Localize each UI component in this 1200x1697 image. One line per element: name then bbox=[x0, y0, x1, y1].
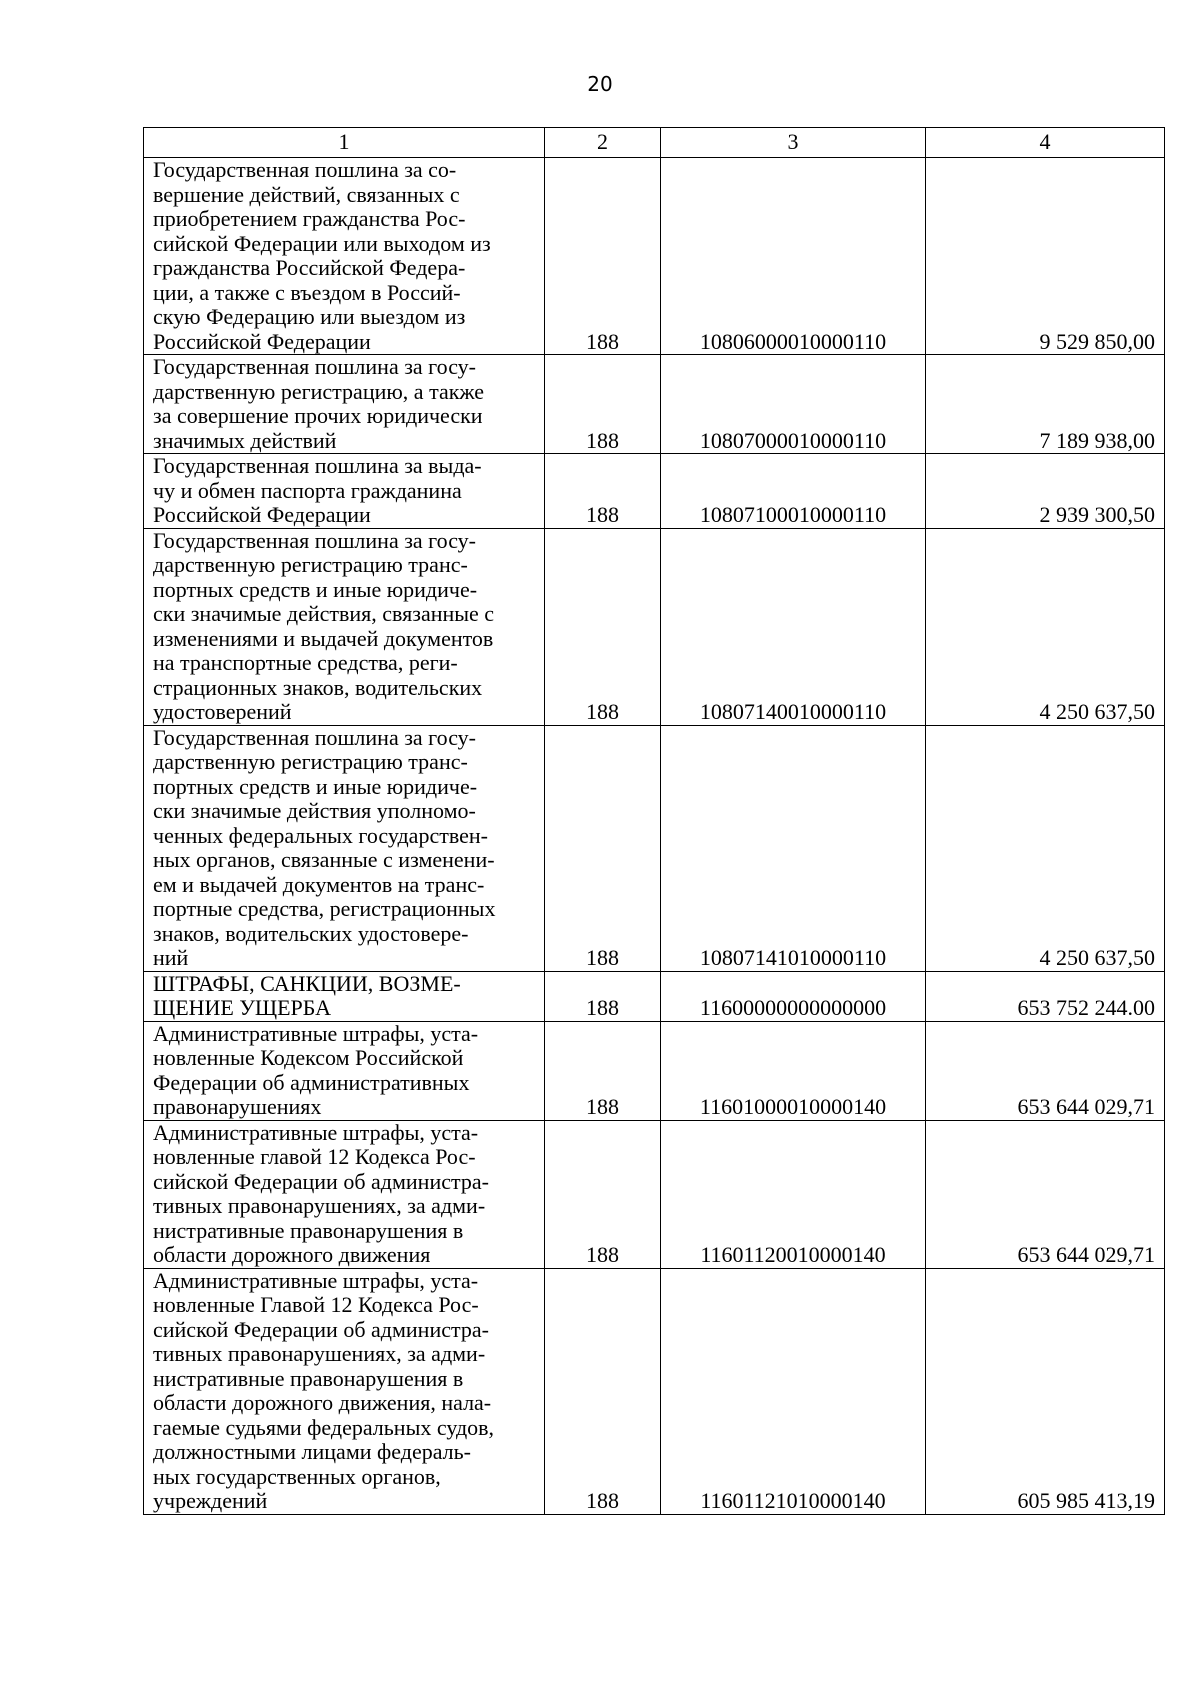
column-header-4: 4 bbox=[926, 128, 1165, 158]
row-amount-cell: 4 250 637,50 bbox=[926, 528, 1165, 725]
row-amount-cell: 4 250 637,50 bbox=[926, 725, 1165, 971]
row-admin-code-cell: 188 bbox=[545, 725, 661, 971]
page-number: 20 bbox=[587, 72, 613, 96]
row-admin-code-cell: 188 bbox=[545, 1021, 661, 1120]
row-budget-code-cell: 11601120010000140 bbox=[661, 1120, 926, 1268]
table-row bbox=[144, 1021, 1165, 1120]
row-amount-cell: 9 529 850,00 bbox=[926, 158, 1165, 355]
row-amount-cell: 653 752 244.00 bbox=[926, 971, 1165, 1021]
table-row bbox=[144, 454, 1165, 529]
row-admin-code-cell: 188 bbox=[545, 1268, 661, 1514]
table-row bbox=[144, 1120, 1165, 1268]
row-admin-code-cell: 188 bbox=[545, 528, 661, 725]
row-admin-code-cell: 188 bbox=[545, 158, 661, 355]
row-budget-code-cell: 10807141010000110 bbox=[661, 725, 926, 971]
row-amount-cell: 653 644 029,71 bbox=[926, 1021, 1165, 1120]
row-admin-code-cell: 188 bbox=[545, 355, 661, 454]
table-row bbox=[144, 355, 1165, 454]
budget-table bbox=[143, 127, 1165, 1515]
row-budget-code-cell: 11601121010000140 bbox=[661, 1268, 926, 1514]
row-budget-code-cell: 10807000010000110 bbox=[661, 355, 926, 454]
table-row bbox=[144, 158, 1165, 355]
row-admin-code-cell: 188 bbox=[545, 454, 661, 529]
row-name-cell: ШТРАФЫ, САНКЦИИ, ВОЗМЕ- ЩЕНИЕ УЩЕРБА bbox=[144, 971, 545, 1021]
column-header-3: 3 bbox=[661, 128, 926, 158]
row-budget-code-cell: 10807100010000110 bbox=[661, 454, 926, 529]
column-header-2: 2 bbox=[545, 128, 661, 158]
row-name-cell: Государственная пошлина за со- вершение действий, связанных с приобретением гражданства Рос- сийской Федерации или выходом из гражданства Российской Федера- ции, а также с въездом в Россий- скую Федерацию или выездом из Российской Федерации bbox=[144, 158, 545, 355]
row-budget-code-cell: 10807140010000110 bbox=[661, 528, 926, 725]
row-name-cell: Государственная пошлина за госу- дарственную регистрацию транс- портных средств и иные юридиче- ски значимые действия уполномо- ченных федеральных государствен- ных органов, связанные с изменени- ем и выдачей документов на транс- портные средства, регистрационных знаков, водительских удостовере- ний bbox=[144, 725, 545, 971]
row-name-cell: Государственная пошлина за госу- дарственную регистрацию транс- портных средств и иные юридиче- ски значимые действия, связанные с изменениями и выдачей документов на транспортные средства, реги- страционных знаков, водительских удостоверений bbox=[144, 528, 545, 725]
row-admin-code-cell: 188 bbox=[545, 971, 661, 1021]
table-row bbox=[144, 971, 1165, 1021]
row-name-cell: Государственная пошлина за выда- чу и обмен паспорта гражданина Российской Федерации bbox=[144, 454, 545, 529]
row-amount-cell: 7 189 938,00 bbox=[926, 355, 1165, 454]
row-name-cell: Административные штрафы, уста- новленные главой 12 Кодекса Рос- сийской Федерации об администра- тивных правонарушениях, за адми- нистративные правонарушения в области дорожного движения bbox=[144, 1120, 545, 1268]
row-amount-cell: 605 985 413,19 bbox=[926, 1268, 1165, 1514]
row-budget-code-cell: 11600000000000000 bbox=[661, 971, 926, 1021]
table-row bbox=[144, 725, 1165, 971]
row-amount-cell: 653 644 029,71 bbox=[926, 1120, 1165, 1268]
row-budget-code-cell: 10806000010000110 bbox=[661, 158, 926, 355]
table-header-row bbox=[144, 128, 1165, 158]
row-name-cell: Административные штрафы, уста- новленные Кодексом Российской Федерации об административных правонарушениях bbox=[144, 1021, 545, 1120]
row-name-cell: Государственная пошлина за госу- дарственную регистрацию, а также за совершение прочих юридически значимых действий bbox=[144, 355, 545, 454]
column-header-1: 1 bbox=[144, 128, 545, 158]
row-admin-code-cell: 188 bbox=[545, 1120, 661, 1268]
row-budget-code-cell: 11601000010000140 bbox=[661, 1021, 926, 1120]
row-amount-cell: 2 939 300,50 bbox=[926, 454, 1165, 529]
row-name-cell: Административные штрафы, уста- новленные Главой 12 Кодекса Рос- сийской Федерации об администра- тивных правонарушениях, за адми- нистративные правонарушения в области дорожного движения, нала- гаемые судьями федеральных судов, должностными лицами федераль- ных государственных органов, учреждений bbox=[144, 1268, 545, 1514]
table-row bbox=[144, 1268, 1165, 1514]
table-row bbox=[144, 528, 1165, 725]
